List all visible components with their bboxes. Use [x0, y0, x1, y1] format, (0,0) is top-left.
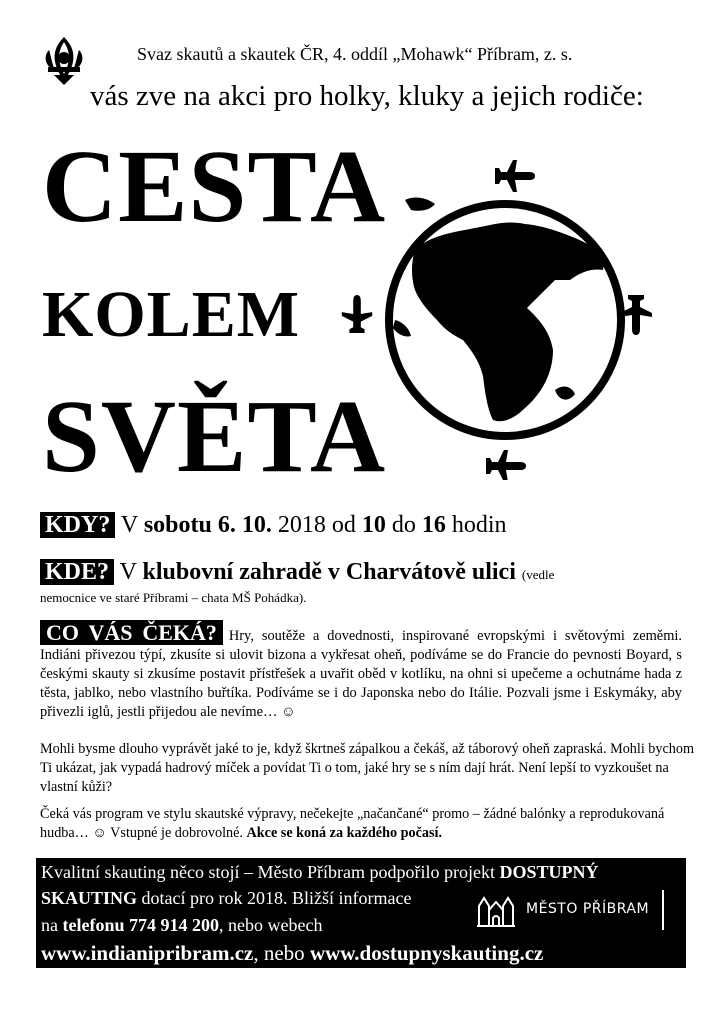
end-hour: 16 [421, 512, 446, 538]
title-line-2: KOLEM [42, 278, 301, 351]
website-link-2[interactable]: www.dostupnyskauting.cz [309, 941, 544, 965]
airplane-icon [495, 160, 535, 192]
globe-icon [375, 140, 675, 480]
title-line-1: CESTA [42, 129, 387, 244]
when-line: KDY? V sobotu 6. 10. 2018 od 10 do 16 hodin [40, 512, 507, 539]
city-logo: MĚSTO PŘÍBRAM [476, 890, 676, 930]
sponsor-footer: Kvalitní skauting něco stojí – Město Příbram podpořilo projekt DOSTUPNÝ SKAUTING dotací pro rok 2018. Bližší informace na telefonu 774 914 200, nebo webech www.indianipribram.cz, nebo www.dostupnyskauting.cz MĚSTO PŘÍBRAM [36, 858, 686, 968]
where-note: nemocnice ve staré Příbrami – chata MŠ Pohádka). [40, 590, 307, 605]
airplane-icon [620, 295, 652, 335]
where-label: KDE? [40, 559, 114, 585]
logo-divider [662, 890, 664, 930]
weather-note: Akce se koná za každého počasí. [246, 825, 442, 841]
paragraph-style: Čeká vás program ve stylu skautské výpravy, nečekejte „načančané“ promo – žádné balónky a reprodukovaná hudba… ☺ Vstupné je dobrovolné. Akce se koná za každého počasí. [40, 806, 665, 841]
event-date: sobotu 6. 10. [143, 512, 272, 538]
paragraph-campfire: Mohli bysme dlouho vyprávět jaké to je, když škrtneš zápalkou a čekáš, až táborový oheň zapraská. Mohli bychom Ti ukázat, jak vypadá hadrový míček a povídat Ti o tom, jaké hry se s ním dají hrát. Není lepší to vyzkoušet na vlastní kůži? [40, 741, 695, 795]
title-line-3: SVĚTA [42, 379, 387, 494]
website-link-1[interactable]: www.indianipribram.cz [41, 941, 254, 965]
when-label: KDY? [40, 512, 115, 538]
start-hour: 10 [361, 512, 386, 538]
phone-number: telefonu 774 914 200 [62, 915, 219, 935]
event-place: klubovní zahradě v Charvátově ulici [142, 559, 516, 585]
scout-lily-icon [40, 34, 88, 86]
airplane-icon [338, 295, 376, 333]
program-label: CO VÁS ČEKÁ? [40, 620, 223, 645]
town-buildings-icon [476, 892, 516, 928]
organization-line: Svaz skautů a skautek ČR, 4. oddíl „Mohawk“ Příbram, z. s. [137, 44, 573, 64]
program-paragraph: CO VÁS ČEKÁ? Hry, soutěže a dovednosti, inspirované evropskými i světovými zeměmi. Indiáni přivezou týpí, zkusíte si ulovit bizona a vykřesat oheň, podíváme se do Francie do pevnosti Boyard, s českými skauty si zkusíme postavit přístřešek a uvařit oběd v kotlíku, na ohni si upečeme a ochutnáme hada z těsta, jablko, nebo vlastního buřtíka. Podíváme se i do Japonska nebo do Itálie. Pozvali jsme i Eskymáky, aby přivezli iglů, jestli přijedou ale nevíme… ☺ [40, 620, 682, 720]
invitation-line: vás zve na akci pro holky, kluky a jejich rodiče: [90, 80, 644, 112]
airplane-icon [486, 450, 526, 480]
where-line: KDE? V klubovní zahradě v Charvátově ulici (vedle [40, 559, 554, 586]
